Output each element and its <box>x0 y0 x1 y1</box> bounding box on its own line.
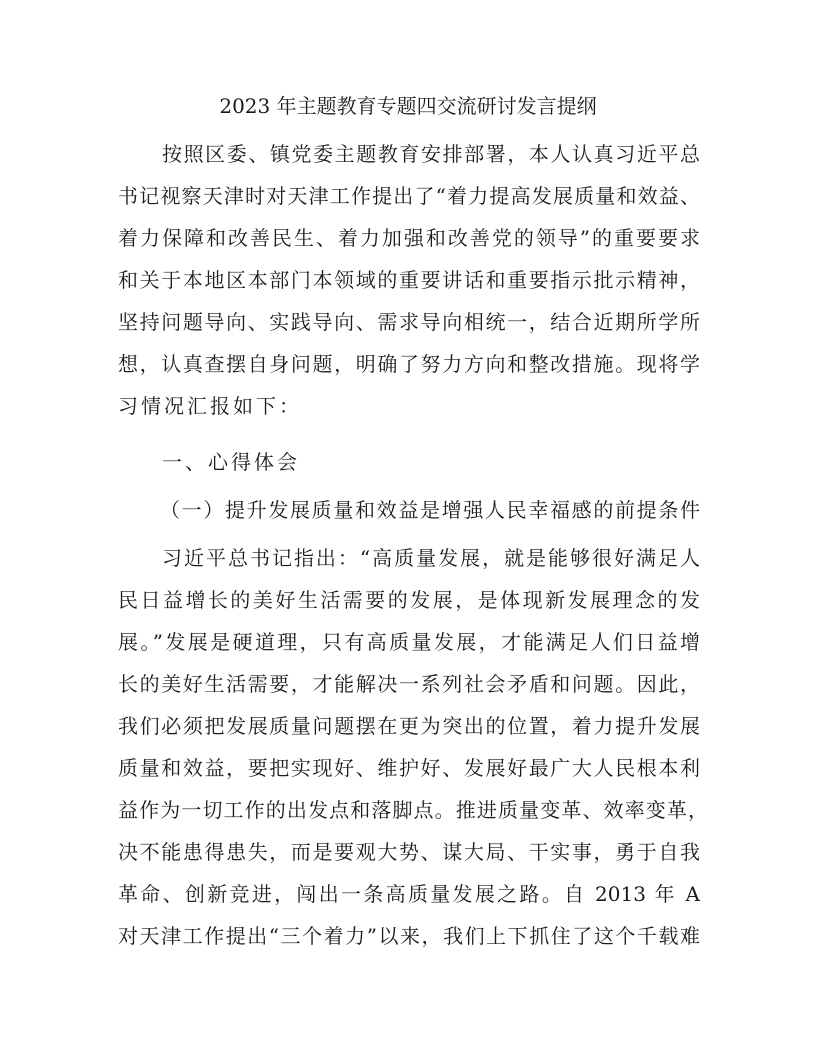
intro-line: 习情况汇报如下： <box>118 394 302 418</box>
intro-line: 和关于本地区本部门本领域的重要讲话和重要指示批示精神， <box>118 268 700 292</box>
body-line: 益作为一切工作的出发点和落脚点。推进质量变革、效率变革， <box>118 798 708 822</box>
section-heading: 一、心得体会 <box>162 450 300 474</box>
subsection-heading: （一）提升发展质量和效益是增强人民幸福感的前提条件 <box>160 498 700 522</box>
body-line: 民日益增长的美好生活需要的发展，是体现新发展理念的发 <box>118 588 700 612</box>
body-line: 质量和效益，要把实现好、维护好、发展好最广大人民根本利 <box>118 756 700 780</box>
body-line: 展。”发展是硬道理，只有高质量发展，才能满足人们日益增 <box>118 630 700 654</box>
intro-line: 书记视察天津时对天津工作提出了“着力提高发展质量和效益、 <box>118 184 700 208</box>
body-line: 长的美好生活需要，才能解决一系列社会矛盾和问题。因此， <box>118 672 700 696</box>
body-line: 革命、创新竞进，闯出一条高质量发展之路。自 2013 年 A <box>118 882 700 906</box>
body-line: 我们必须把发展质量问题摆在更为突出的位置，着力提升发展 <box>118 714 700 738</box>
intro-line: 按照区委、镇党委主题教育安排部署，本人认真习近平总 <box>162 142 700 166</box>
document-title: 2023 年主题教育专题四交流研讨发言提纲 <box>219 94 597 118</box>
body-line: 习近平总书记指出：“高质量发展，就是能够很好满足人 <box>162 546 700 570</box>
intro-line: 坚持问题导向、实践导向、需求导向相统一，结合近期所学所 <box>118 310 700 334</box>
intro-line: 想，认真查摆自身问题，明确了努力方向和整改措施。现将学 <box>118 352 700 376</box>
body-line: 对天津工作提出“三个着力”以来，我们上下抓住了这个千载难 <box>118 924 700 948</box>
body-line: 决不能患得患失，而是要观大势、谋大局、干实事，勇于自我 <box>118 840 700 864</box>
intro-line: 着力保障和改善民生、着力加强和改善党的领导”的重要要求 <box>118 226 700 250</box>
